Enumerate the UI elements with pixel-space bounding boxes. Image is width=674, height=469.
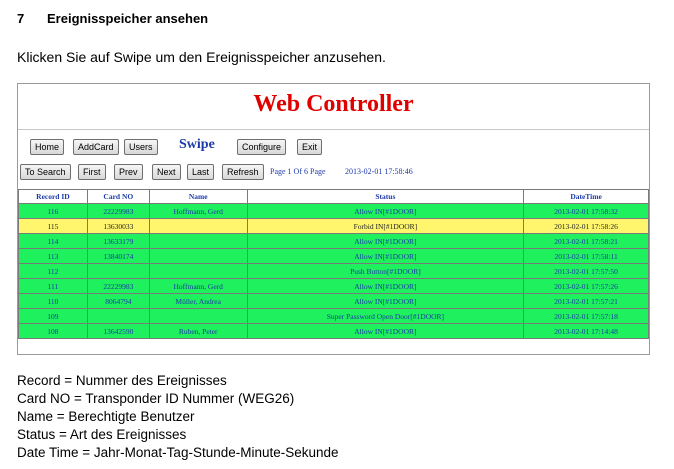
cell-datetime: 2013-02-01 17:14:48: [524, 324, 649, 339]
cell-datetime: 2013-02-01 17:58:21: [524, 234, 649, 249]
column-header[interactable]: Card NO: [87, 190, 149, 204]
cell-status: Push Button[#1DOOR]: [247, 264, 524, 279]
cell-status: Allow IN[#1DOOR]: [247, 249, 524, 264]
cell-card-no: 13633179: [87, 234, 149, 249]
cell-card-no: 13840174: [87, 249, 149, 264]
section-heading: [17, 11, 208, 26]
cell-record-id: 111: [19, 279, 88, 294]
cell-datetime: 2013-02-01 17:57:50: [524, 264, 649, 279]
cell-status: Super Password Open Door[#1DOOR]: [247, 309, 524, 324]
last-button[interactable]: Last: [187, 164, 214, 180]
cell-record-id: 114: [19, 234, 88, 249]
cell-name: [149, 234, 247, 249]
cell-name: Müller, Andrea: [149, 294, 247, 309]
cell-name: Ruben, Peter: [149, 324, 247, 339]
column-header[interactable]: DateTime: [524, 190, 649, 204]
cell-record-id: 116: [19, 204, 88, 219]
section-number: 7: [17, 11, 25, 26]
cell-name: [149, 264, 247, 279]
home-button[interactable]: Home: [30, 139, 64, 155]
cell-card-no: [87, 309, 149, 324]
cell-name: [149, 249, 247, 264]
table-row[interactable]: [19, 294, 649, 309]
cell-record-id: 108: [19, 324, 88, 339]
table-row[interactable]: [19, 309, 649, 324]
cell-card-no: [87, 264, 149, 279]
legend-record: Record = Nummer des Ereignisses: [17, 373, 227, 388]
cell-status: Allow IN[#1DOOR]: [247, 324, 524, 339]
cell-status: Allow IN[#1DOOR]: [247, 234, 524, 249]
cell-datetime: 2013-02-01 17:57:26: [524, 279, 649, 294]
prev-button[interactable]: Prev: [114, 164, 143, 180]
cell-datetime: 2013-02-01 17:58:26: [524, 219, 649, 234]
cell-status: Allow IN[#1DOOR]: [247, 279, 524, 294]
column-header[interactable]: Name: [149, 190, 247, 204]
field-legend: [17, 372, 339, 462]
cell-datetime: 2013-02-01 17:58:32: [524, 204, 649, 219]
current-timestamp: 2013-02-01 17:58:46: [345, 167, 413, 176]
cell-card-no: 13630033: [87, 219, 149, 234]
cell-name: [149, 219, 247, 234]
legend-datetime: Date Time = Jahr-Monat-Tag-Stunde-Minute-Sekunde: [17, 445, 339, 460]
legend-name: Name = Berechtigte Benutzer: [17, 409, 195, 424]
legend-card-no: Card NO = Transponder ID Nummer (WEG26): [17, 391, 295, 406]
page-info: Page 1 Of 6 Page: [270, 167, 326, 176]
users-button[interactable]: Users: [124, 139, 158, 155]
to-search-button[interactable]: To Search: [20, 164, 71, 180]
exit-button[interactable]: Exit: [297, 139, 322, 155]
cell-record-id: 110: [19, 294, 88, 309]
cell-record-id: 113: [19, 249, 88, 264]
cell-datetime: 2013-02-01 17:57:18: [524, 309, 649, 324]
event-log-table: [18, 189, 649, 339]
cell-datetime: 2013-02-01 17:57:21: [524, 294, 649, 309]
table-row[interactable]: [19, 204, 649, 219]
table-row[interactable]: [19, 324, 649, 339]
column-header[interactable]: Record ID: [19, 190, 88, 204]
table-row[interactable]: [19, 234, 649, 249]
cell-name: Hoffmann, Gerd: [149, 279, 247, 294]
title-divider: [18, 129, 649, 130]
legend-status: Status = Art des Ereignisses: [17, 427, 187, 442]
table-header-row: [19, 190, 649, 204]
cell-name: Hoffmann, Gerd: [149, 204, 247, 219]
table-row[interactable]: [19, 264, 649, 279]
refresh-button[interactable]: Refresh: [222, 164, 264, 180]
cell-status: Allow IN[#1DOOR]: [247, 204, 524, 219]
next-button[interactable]: Next: [152, 164, 181, 180]
cell-card-no: 8064794: [87, 294, 149, 309]
addcard-button[interactable]: AddCard: [73, 139, 119, 155]
web-controller-screenshot: [17, 83, 650, 355]
cell-status: Forbid IN[#1DOOR]: [247, 219, 524, 234]
cell-record-id: 112: [19, 264, 88, 279]
intro-text: Klicken Sie auf Swipe um den Ereignisspeicher anzusehen.: [17, 49, 386, 65]
section-title: Ereignisspeicher ansehen: [47, 11, 209, 26]
column-header[interactable]: Status: [247, 190, 524, 204]
cell-record-id: 115: [19, 219, 88, 234]
configure-button[interactable]: Configure: [237, 139, 286, 155]
table-row[interactable]: [19, 249, 649, 264]
cell-status: Allow IN[#1DOOR]: [247, 294, 524, 309]
swipe-nav-label[interactable]: Swipe: [179, 137, 215, 152]
cell-record-id: 109: [19, 309, 88, 324]
table-row[interactable]: [19, 279, 649, 294]
cell-name: [149, 309, 247, 324]
cell-card-no: 22229983: [87, 279, 149, 294]
cell-card-no: 13642590: [87, 324, 149, 339]
table-row[interactable]: [19, 219, 649, 234]
app-title: Web Controller: [253, 91, 414, 117]
cell-card-no: 22229983: [87, 204, 149, 219]
cell-datetime: 2013-02-01 17:58:11: [524, 249, 649, 264]
first-button[interactable]: First: [78, 164, 106, 180]
